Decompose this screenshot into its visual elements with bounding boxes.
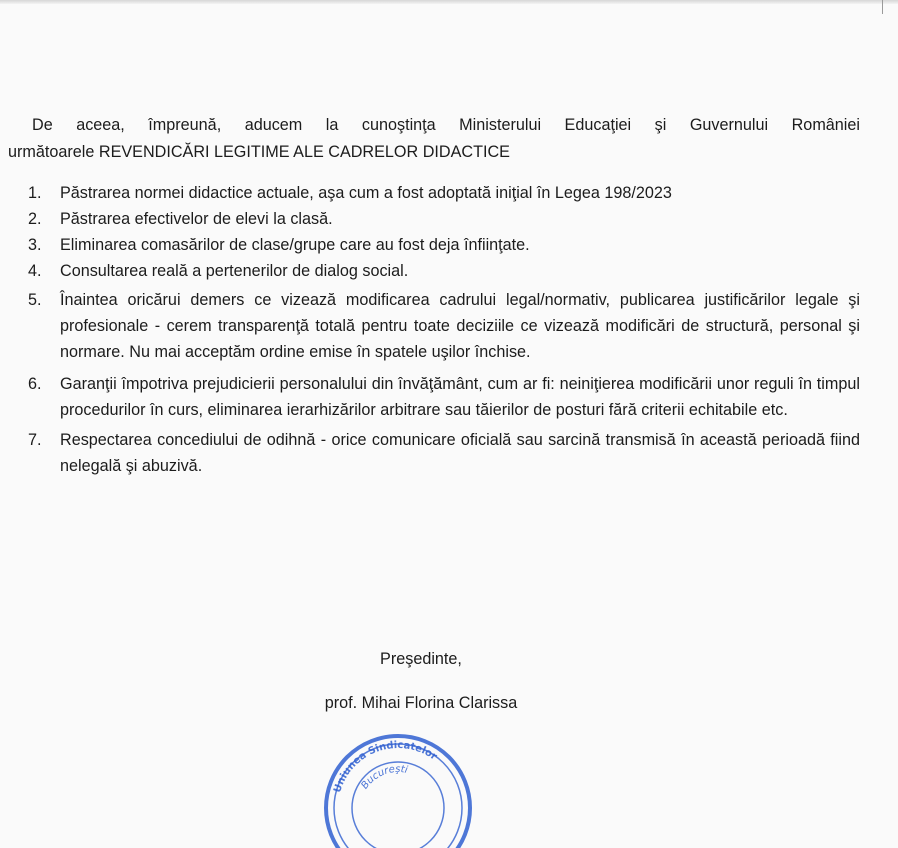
demand-number: 4. xyxy=(28,262,42,280)
intro-line-2: următoarele REVENDICĂRI LEGITIME ALE CADRELOR DIDACTICE xyxy=(8,143,510,161)
demand-text: Garanţii împotriva prejudicierii personalului din învăţământ, cum ar fi: neiniţierea modificării unor reguli în timpul procedurilor în curs, eliminarea ierarhizărilor arbitrare sau tăierilor de posturi fără criterii echitabile etc. xyxy=(60,375,860,419)
demand-number: 7. xyxy=(28,431,42,449)
demand-number: 5. xyxy=(28,291,42,309)
demand-text: Consultarea reală a pertenerilor de dialog social. xyxy=(60,262,409,280)
demand-item xyxy=(28,287,860,365)
official-stamp-icon xyxy=(318,728,478,848)
signer-name: prof. Mihai Florina Clarissa xyxy=(324,694,518,712)
stamp-outer-text: Uniunea Sindicatelor xyxy=(332,739,439,795)
signature-title: Preşedinte, xyxy=(380,650,462,668)
intro-line-1: De aceea, împreună, aducem la cunoştinţa Ministerului Educaţiei şi Guvernului României xyxy=(32,116,860,134)
demand-number: 1. xyxy=(28,184,42,202)
demand-text: Respectarea concediului de odihnă - orice comunicare oficială sau sarcină transmisă în această perioadă fiind nelegală şi abuzivă. xyxy=(60,431,860,475)
demand-item xyxy=(28,206,860,232)
demand-number: 2. xyxy=(28,210,42,228)
demand-number: 3. xyxy=(28,236,42,254)
intro-paragraph xyxy=(8,112,860,166)
demand-text: Eliminarea comasărilor de clase/grupe care au fost deja înfiinţate. xyxy=(60,236,530,254)
stamp-outer-ring xyxy=(326,736,470,848)
demand-text: Păstrarea normei didactice actuale, aşa cum a fost adoptată iniţial în Legea 198/2023 xyxy=(60,184,672,202)
demands-list xyxy=(28,180,860,479)
demand-item xyxy=(28,371,860,423)
demand-number: 6. xyxy=(28,375,42,393)
redaction-blur xyxy=(540,690,600,716)
demand-item xyxy=(28,232,860,258)
demand-item xyxy=(28,180,860,206)
page-top-edge xyxy=(0,0,898,4)
demand-item xyxy=(28,258,860,284)
demand-text: Înaintea oricărui demers ce vizează modificarea cadrului legal/normativ, publicarea justificărilor legale şi profesionale - cerem transparenţă totală pentru toate deciziile ce vizează modificări de structură, personal şi normare. Nu mai acceptăm ordine emise în spatele uşilor închise. xyxy=(60,291,860,361)
demand-item xyxy=(28,427,860,479)
page-right-edge xyxy=(882,0,883,14)
stamp-inner-text: Bucureşti xyxy=(359,763,409,792)
demand-text: Păstrarea efectivelor de elevi la clasă. xyxy=(60,210,333,228)
